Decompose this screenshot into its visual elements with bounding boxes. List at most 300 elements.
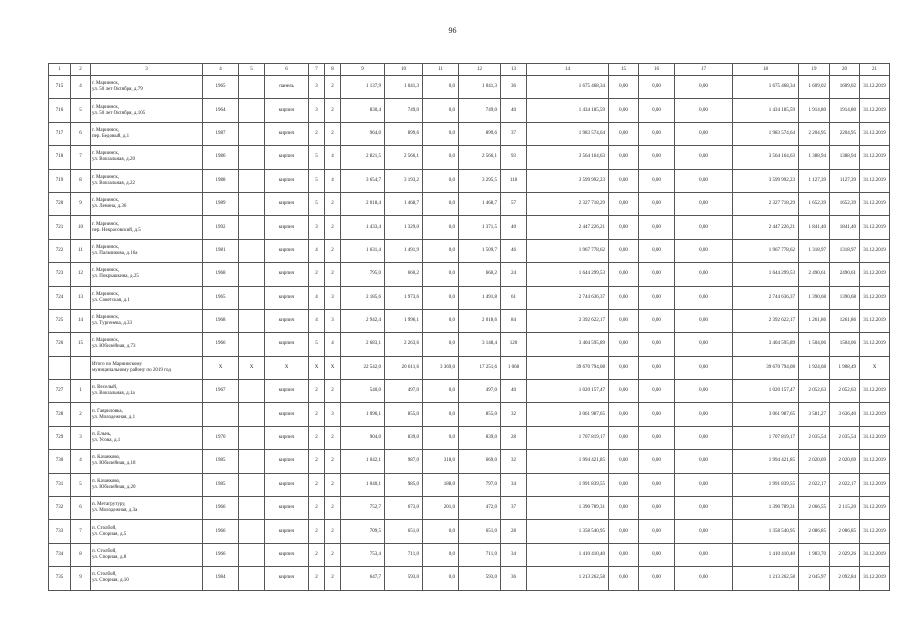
table-cell: 1 040,1 (341, 473, 385, 496)
table-cell: 20 611,6 (385, 356, 423, 379)
table-cell: X (265, 356, 309, 379)
table-cell: 734 (49, 543, 71, 566)
address-line-2: ул. Спорная, д.10 (92, 578, 129, 584)
table-cell: 9 (71, 192, 91, 215)
page-number: 96 (448, 26, 457, 35)
table-cell (71, 356, 91, 379)
table-cell: 2 (325, 99, 341, 122)
header-row (49, 64, 890, 76)
table-cell: 3 369,0 (423, 356, 459, 379)
table-cell: 37 (501, 497, 527, 520)
table-cell (239, 333, 265, 356)
address-line-2: ул. Юбилейная, д.18 (92, 461, 136, 467)
address-line-2: ул. Советская, д.1 (92, 297, 130, 303)
table-cell: 1 068 (501, 356, 527, 379)
table-cell: 31.12.2019 (860, 309, 890, 332)
address-line-1: п. Гавриловка, (92, 408, 123, 414)
table-cell: 0,00 (639, 426, 675, 449)
table-cell: 31.12.2019 (860, 99, 890, 122)
table-cell: 669,0 (459, 450, 501, 473)
table-cell: 2204,95 (830, 122, 860, 145)
address-line-1: г. Мариинск, (92, 174, 120, 180)
table-cell: 4 (309, 309, 325, 332)
table-cell: 1841,40 (830, 216, 860, 239)
address-line-1: п. Столбой, (92, 572, 117, 578)
address-cell (91, 239, 203, 262)
table-cell: 1 390,68 (799, 286, 830, 309)
table-cell: 2 (309, 122, 325, 145)
table-cell (239, 380, 265, 403)
table-cell: 725 (49, 309, 71, 332)
table-cell: 0,00 (609, 286, 639, 309)
table-cell: 9 (71, 567, 91, 590)
table-cell: 36 (501, 76, 527, 99)
table-row (49, 567, 890, 590)
table-cell: 732 (49, 497, 71, 520)
table-cell: кирпич (265, 122, 309, 145)
table-cell: 0,00 (639, 286, 675, 309)
table-cell: 726 (49, 333, 71, 356)
table-cell: 2 035,54 (799, 426, 830, 449)
table-cell: 1 410 410,40 (733, 543, 799, 566)
table-cell: 0,00 (609, 216, 639, 239)
table-cell: 2 185,6 (341, 286, 385, 309)
table-cell: 2 052,63 (830, 380, 860, 403)
table-cell: 3 581,27 (799, 403, 830, 426)
table-cell: 593,0 (459, 567, 501, 590)
table-cell: 1 675 468,34 (527, 76, 609, 99)
table-cell: 1965 (203, 286, 239, 309)
table-cell: 31.12.2019 (860, 497, 890, 520)
table-cell: 660,2 (385, 263, 423, 286)
address-line-2: ул. Спорная, д.8 (92, 555, 127, 560)
table-cell: 0,00 (675, 520, 733, 543)
table-cell (239, 520, 265, 543)
table-cell: 31.12.2019 (860, 192, 890, 215)
table-cell: 1 468,7 (385, 192, 423, 215)
table-cell: 0,00 (609, 497, 639, 520)
table-cell: 5 (71, 99, 91, 122)
table-cell: 0,00 (675, 286, 733, 309)
table-row (49, 76, 890, 99)
table-cell: 964,0 (341, 122, 385, 145)
table-cell: 2 086,85 (799, 520, 830, 543)
column-header: 11 (423, 64, 459, 76)
table-cell: 3 (325, 286, 341, 309)
table-cell: 721 (49, 216, 71, 239)
address-line-1: г. Мариинск, (92, 198, 120, 204)
table-cell: 2 (309, 543, 325, 566)
table-cell: 4 (309, 286, 325, 309)
table-cell: 188,0 (423, 473, 459, 496)
table-cell (239, 76, 265, 99)
table-cell (239, 567, 265, 590)
table-cell: 46 (501, 239, 527, 262)
table-cell: 0,00 (675, 497, 733, 520)
table-cell: 0,00 (609, 146, 639, 169)
address-line-2: ул. Юбилейная, д.20 (92, 484, 136, 490)
table-cell: 722 (49, 239, 71, 262)
table-cell: 1 020 157,47 (733, 380, 799, 403)
column-header: 1 (49, 64, 71, 76)
table-cell: 839,0 (385, 426, 423, 449)
table-cell: 1985 (203, 473, 239, 496)
table-cell: 0,00 (639, 333, 675, 356)
address-line-1: п. Столбой, (92, 525, 117, 531)
address-cell (91, 286, 203, 309)
table-cell: 1 994 421,85 (733, 450, 799, 473)
table-cell: 0,0 (423, 99, 459, 122)
table-cell: 0,00 (639, 122, 675, 145)
table-cell: 2 018,6 (459, 309, 501, 332)
table-cell: 31.12.2019 (860, 450, 890, 473)
table-row (49, 520, 890, 543)
table-cell: 2 029,26 (830, 543, 860, 566)
table-cell: 1 042,1 (341, 450, 385, 473)
table-cell: 32 (501, 450, 527, 473)
table-cell: 31.12.2019 (860, 216, 890, 239)
address-line-2: муниципальному району по 2019 год (92, 367, 171, 373)
table-cell: 855,0 (459, 403, 501, 426)
table-cell: 1 973,6 (385, 286, 423, 309)
table-cell: 647,7 (341, 567, 385, 590)
table-cell: 3 636,40 (830, 403, 860, 426)
table-cell: 2 (325, 239, 341, 262)
table-cell: 31.12.2019 (860, 380, 890, 403)
table-cell: кирпич (265, 520, 309, 543)
table-cell: 0,00 (639, 309, 675, 332)
table-cell (239, 309, 265, 332)
table-cell: 2 (325, 426, 341, 449)
table-row (49, 263, 890, 286)
table-row (49, 192, 890, 215)
address-line-2: ул. Молодежная, д.1 (92, 414, 136, 420)
table-cell: 2490,61 (830, 263, 860, 286)
address-line-1: п. Метагрутуру, (92, 502, 126, 508)
table-cell: 0,00 (675, 169, 733, 192)
column-header: 9 (341, 64, 385, 76)
table-cell: 0,00 (609, 543, 639, 566)
table-cell: X (860, 356, 890, 379)
table-cell: 651,0 (385, 520, 423, 543)
table-row (49, 169, 890, 192)
column-header: 13 (501, 64, 527, 76)
table-row (49, 309, 890, 332)
table-cell: 2 020,69 (830, 450, 860, 473)
table-cell: 540,0 (341, 380, 385, 403)
address-cell (91, 356, 203, 379)
table-cell: 0,00 (675, 403, 733, 426)
table-cell: 1964 (203, 99, 239, 122)
table-cell: 2 (309, 450, 325, 473)
table-cell: 0,00 (675, 567, 733, 590)
table-cell: 0,00 (639, 473, 675, 496)
table-cell: 735 (49, 567, 71, 590)
table-cell: 0,00 (639, 543, 675, 566)
table-cell: 1 504,06 (799, 333, 830, 356)
table-cell: 0,00 (609, 520, 639, 543)
table-cell (239, 286, 265, 309)
table-cell: 1504,06 (830, 333, 860, 356)
table-cell: 0,00 (609, 473, 639, 496)
address-cell (91, 380, 203, 403)
table-cell: 711,0 (459, 543, 501, 566)
table-row (49, 380, 890, 403)
table-cell: 0,0 (423, 286, 459, 309)
column-header: 7 (309, 64, 325, 76)
table-cell: 715 (49, 76, 71, 99)
table-cell: 1 020 157,47 (527, 380, 609, 403)
table-cell (239, 169, 265, 192)
table-cell: 1992 (203, 216, 239, 239)
table-cell: 37 (501, 122, 527, 145)
table-cell: 1 468,7 (459, 192, 501, 215)
table-cell: 3 193,2 (385, 169, 423, 192)
table-cell: 1 631,4 (341, 239, 385, 262)
column-header: 20 (830, 64, 860, 76)
table-cell: 4 (325, 333, 341, 356)
address-line-2: пер. Бедовый, д.1 (92, 133, 130, 139)
table-cell: 40 (501, 99, 527, 122)
table-cell: 2 (325, 216, 341, 239)
table-cell: 31.12.2019 (860, 146, 890, 169)
table-cell: 1 983 574,64 (527, 122, 609, 145)
table-cell: 118 (501, 169, 527, 192)
table-cell: 8 (71, 543, 91, 566)
table-cell: 985,0 (385, 473, 423, 496)
table-cell: 2 392 622,17 (733, 309, 799, 332)
table-cell: 497,0 (385, 380, 423, 403)
table-cell: кирпич (265, 169, 309, 192)
table-cell: кирпич (265, 403, 309, 426)
table-cell: кирпич (265, 216, 309, 239)
address-line-1: г. Мариинск, (92, 244, 120, 250)
table-cell: 1966 (203, 497, 239, 520)
table-cell: 2 566,1 (385, 146, 423, 169)
table-cell: 1988 (203, 169, 239, 192)
table-cell: 472,0 (459, 497, 501, 520)
table-cell: 3 404 595,89 (733, 333, 799, 356)
table-cell: 2 327 718,29 (527, 192, 609, 215)
table-cell: 651,0 (459, 520, 501, 543)
column-header: 17 (675, 64, 733, 76)
table-cell: 0,00 (675, 543, 733, 566)
table-cell: 93 (501, 146, 527, 169)
table-cell: 2 490,61 (799, 263, 830, 286)
address-cell (91, 426, 203, 449)
address-line-1: г. Мариинск, (92, 81, 120, 87)
table-cell: 987,0 (385, 450, 423, 473)
table-cell: 1 358 540,95 (733, 520, 799, 543)
table-cell: кирпич (265, 286, 309, 309)
address-cell (91, 497, 203, 520)
table-cell: 1 924,68 (799, 356, 830, 379)
table-cell: 3 (309, 99, 325, 122)
table-cell: 2 683,1 (341, 333, 385, 356)
table-cell: кирпич (265, 99, 309, 122)
table-row (49, 426, 890, 449)
table-cell (239, 263, 265, 286)
table-cell: 0,0 (423, 309, 459, 332)
table-cell: 899,6 (459, 122, 501, 145)
table-cell: 2 327 718,29 (733, 192, 799, 215)
table-cell: 0,00 (609, 380, 639, 403)
table-cell: 2 821,5 (341, 146, 385, 169)
address-line-1: г. Мариинск, (92, 127, 120, 133)
table-cell: кирпич (265, 192, 309, 215)
column-header: 6 (265, 64, 309, 76)
table-cell: 2 744 636,37 (527, 286, 609, 309)
table-cell: 0,00 (609, 99, 639, 122)
table-cell (239, 216, 265, 239)
table-cell: 31.12.2019 (860, 122, 890, 145)
table-cell: 0,00 (639, 450, 675, 473)
table-cell (239, 122, 265, 145)
table-cell: 10 (71, 216, 91, 239)
table-cell: 31.12.2019 (860, 403, 890, 426)
table-cell: 0,00 (609, 192, 639, 215)
table-cell: 0,00 (675, 263, 733, 286)
table-cell: 1 388,94 (799, 146, 830, 169)
column-header: 19 (799, 64, 830, 76)
table-cell: 3 (71, 426, 91, 449)
table-cell: 3 (309, 76, 325, 99)
table-cell: 3 061 987,65 (527, 403, 609, 426)
table-cell: 8 (71, 169, 91, 192)
table-cell: 497,0 (459, 380, 501, 403)
table-cell: 0,00 (609, 169, 639, 192)
table-cell: 1 707 819,17 (527, 426, 609, 449)
table-cell: 2 263,6 (385, 333, 423, 356)
table-cell: 1 991 839,55 (733, 473, 799, 496)
table-cell (239, 403, 265, 426)
table-cell: 0,00 (639, 76, 675, 99)
table-cell: 2 447 226,21 (527, 216, 609, 239)
table-cell: 723 (49, 263, 71, 286)
table-cell: 4 (325, 146, 341, 169)
table-cell: 1 261,86 (799, 309, 830, 332)
table-cell: 1 967 778,62 (733, 239, 799, 262)
table-cell: 2 (325, 192, 341, 215)
table-cell: 1 983 574,64 (733, 122, 799, 145)
table-cell: 0,00 (609, 567, 639, 590)
table-row (49, 543, 890, 566)
address-line-1: п. Казанково, (92, 455, 121, 461)
table-cell: 2 (309, 263, 325, 286)
table-cell: 855,0 (385, 403, 423, 426)
table-cell: 729 (49, 426, 71, 449)
table-cell: 1 390 789,31 (733, 497, 799, 520)
address-line-2: пер. Некрасовский, д.5 (92, 227, 141, 233)
address-line-2: ул. Вокзальная, д.20 (92, 157, 135, 163)
table-cell: 0,00 (675, 309, 733, 332)
table-cell: 84 (501, 309, 527, 332)
table-row (49, 497, 890, 520)
table-cell: 34 (501, 543, 527, 566)
table-cell: 719 (49, 169, 71, 192)
table-cell: 2 052,63 (799, 380, 830, 403)
table-cell: 1318,97 (830, 239, 860, 262)
table-cell: 0,00 (639, 169, 675, 192)
table-cell: 15 (71, 333, 91, 356)
table-cell: 0,0 (423, 403, 459, 426)
table-cell: 0,0 (423, 169, 459, 192)
table-cell: 716 (49, 99, 71, 122)
address-line-1: п. Веселый, (92, 385, 118, 391)
table-cell: 2 035,54 (830, 426, 860, 449)
table-cell: 120 (501, 333, 527, 356)
table-cell (239, 99, 265, 122)
table-cell: 39 670 794,08 (733, 356, 799, 379)
table-cell: 1 914,80 (799, 99, 830, 122)
table-cell: 2 447 226,21 (733, 216, 799, 239)
address-line-2: ул. Молодежная, д.3а (92, 508, 138, 514)
table-cell: 6 (71, 122, 91, 145)
table-cell: 1914,80 (830, 99, 860, 122)
table-cell: кирпич (265, 380, 309, 403)
table-cell: 730 (49, 450, 71, 473)
table-cell: 3 404 595,89 (527, 333, 609, 356)
table-cell: 2 092,84 (830, 567, 860, 590)
table-cell: 1 041,3 (385, 76, 423, 99)
table-cell: 28 (501, 520, 527, 543)
table-cell: 7 (71, 520, 91, 543)
table-cell: 1 491,9 (385, 239, 423, 262)
table-cell: 0,00 (609, 426, 639, 449)
table-cell: X (203, 356, 239, 379)
table-cell: 6 (71, 497, 91, 520)
table-cell: 31.12.2019 (860, 263, 890, 286)
table-cell: 3 295,5 (459, 169, 501, 192)
table-cell: 899,6 (385, 122, 423, 145)
table-cell: 0,00 (675, 426, 733, 449)
table-cell: 1 137,9 (341, 76, 385, 99)
table-cell: 34 (501, 473, 527, 496)
table-cell: 1388,94 (830, 146, 860, 169)
table-cell: 4 (71, 450, 91, 473)
table-cell: 1 983,70 (799, 543, 830, 566)
table-cell: 40 (501, 216, 527, 239)
table-cell: 3 (309, 216, 325, 239)
table-cell: кирпич (265, 543, 309, 566)
column-header: 12 (459, 64, 501, 76)
table-row (49, 239, 890, 262)
table-cell: 2 018,4 (341, 192, 385, 215)
table-cell: 14 (71, 309, 91, 332)
table-cell: 3 061 987,65 (733, 403, 799, 426)
table-cell: 1970 (203, 426, 239, 449)
column-header: 4 (203, 64, 239, 76)
address-line-2: ул. Тургенева, д.33 (92, 321, 132, 327)
table-cell: 0,00 (639, 567, 675, 590)
table-cell: 731 (49, 473, 71, 496)
table-cell: 839,0 (459, 426, 501, 449)
table-cell: 0,0 (423, 216, 459, 239)
address-cell (91, 146, 203, 169)
table-cell: 0,00 (675, 192, 733, 215)
table-cell: 3 564 164,63 (733, 146, 799, 169)
table-cell: 0,00 (639, 356, 675, 379)
table-cell: 0,0 (423, 192, 459, 215)
table-cell: 3 564 164,63 (527, 146, 609, 169)
table-cell: 1609,02 (830, 76, 860, 99)
address-cell (91, 309, 203, 332)
table-row (49, 473, 890, 496)
table-cell: 2 (309, 380, 325, 403)
table-cell: 0,00 (609, 239, 639, 262)
table-cell: 2 (325, 380, 341, 403)
table-cell: 718 (49, 146, 71, 169)
